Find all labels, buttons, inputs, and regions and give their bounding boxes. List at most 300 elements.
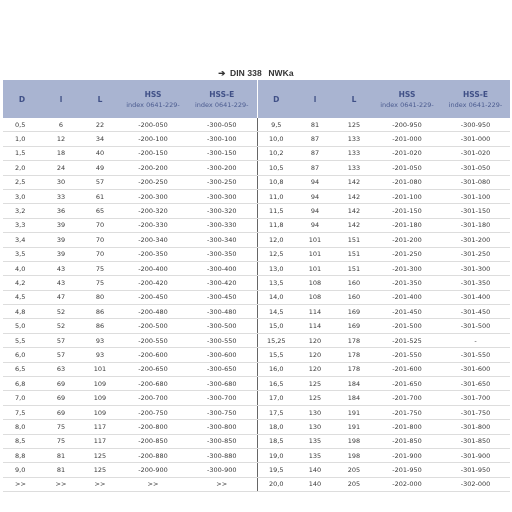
cell-hss-index: -201-200 — [373, 233, 441, 247]
cell-hsse-index: -300-680 — [187, 377, 257, 391]
cell-diameter: 12,0 — [257, 233, 295, 247]
cell-total-length: 169 — [335, 319, 373, 333]
cell-flute-length: 125 — [295, 391, 335, 405]
cell-hss-index: -200-480 — [119, 305, 187, 319]
table-row — [3, 189, 510, 203]
cell-flute-length: 52 — [41, 305, 81, 319]
cell-total-length: 40 — [81, 146, 119, 160]
cell-diameter: 7,5 — [3, 405, 41, 419]
cell-total-length: 93 — [81, 348, 119, 362]
cell-flute-length: 140 — [295, 477, 335, 491]
cell-hss-index: -200-420 — [119, 276, 187, 290]
cell-hss-index: -200-450 — [119, 290, 187, 304]
cell-hsse-index: -301-550 — [441, 348, 510, 362]
cell-hsse-index: -300-850 — [187, 434, 257, 448]
cell-hsse-index: -300-400 — [187, 261, 257, 275]
header-right-flute-length — [295, 80, 335, 118]
cell-diameter: 5,0 — [3, 319, 41, 333]
cell-hsse-index: -300-420 — [187, 276, 257, 290]
standard-label: DIN 338 — [229, 68, 262, 78]
table-row — [3, 448, 510, 462]
cell-diameter: 8,0 — [3, 420, 41, 434]
cell-hss-index: -200-330 — [119, 218, 187, 232]
cell-flute-length: 140 — [295, 463, 335, 477]
cell-hss-index: -201-150 — [373, 204, 441, 218]
table-row — [3, 333, 510, 347]
cell-total-length: 109 — [81, 405, 119, 419]
cell-flute-length: 57 — [41, 348, 81, 362]
table-row — [3, 348, 510, 362]
header-label: L — [351, 94, 357, 104]
cell-hsse-index: -300-320 — [187, 204, 257, 218]
cell-flute-length: 108 — [295, 276, 335, 290]
cell-total-length: 142 — [335, 204, 373, 218]
cell-hsse-index: -300-300 — [187, 189, 257, 203]
cell-diameter: 18,0 — [257, 420, 295, 434]
cell-flute-length: 120 — [295, 362, 335, 376]
cell-hss-index: -200-050 — [119, 118, 187, 132]
cell-diameter: 6,8 — [3, 377, 41, 391]
cell-flute-length: 75 — [41, 434, 81, 448]
cell-diameter: >> — [3, 477, 41, 491]
cell-total-length: 178 — [335, 333, 373, 347]
cell-hsse-index: -300-950 — [441, 118, 510, 132]
cell-total-length: 133 — [335, 132, 373, 146]
table-row — [3, 290, 510, 304]
cell-diameter: 20,0 — [257, 477, 295, 491]
cell-total-length: 70 — [81, 233, 119, 247]
cell-diameter: 4,2 — [3, 276, 41, 290]
table-row — [3, 218, 510, 232]
cell-flute-length: 108 — [295, 290, 335, 304]
cell-hss-index: -201-500 — [373, 319, 441, 333]
cell-diameter: 1,5 — [3, 146, 41, 160]
cell-flute-length: 120 — [295, 333, 335, 347]
cell-hsse-index: -300-250 — [187, 175, 257, 189]
cell-hss-index: -200-850 — [119, 434, 187, 448]
header-label: D — [273, 94, 280, 104]
cell-hsse-index: -301-900 — [441, 448, 510, 462]
table-row — [3, 463, 510, 477]
cell-total-length: 160 — [335, 290, 373, 304]
cell-total-length: 205 — [335, 477, 373, 491]
cell-hss-index: -201-600 — [373, 362, 441, 376]
cell-hss-index: -200-700 — [119, 391, 187, 405]
cell-hsse-index: -300-900 — [187, 463, 257, 477]
header-label: HSS — [398, 89, 416, 99]
cell-total-length: 75 — [81, 276, 119, 290]
cell-total-length: 198 — [335, 448, 373, 462]
cell-hss-index: -201-180 — [373, 218, 441, 232]
cell-diameter: 7,0 — [3, 391, 41, 405]
cell-hsse-index: -300-880 — [187, 448, 257, 462]
cell-total-length: 61 — [81, 189, 119, 203]
header-left-total-length — [81, 80, 119, 118]
cell-hss-index: -200-550 — [119, 333, 187, 347]
cell-hsse-index: -301-020 — [441, 146, 510, 160]
cell-diameter: 11,0 — [257, 189, 295, 203]
cell-diameter: 16,5 — [257, 377, 295, 391]
cell-diameter: 4,0 — [3, 261, 41, 275]
cell-total-length: 178 — [335, 362, 373, 376]
header-label: HSS-E — [463, 89, 488, 99]
cell-hsse-index: -301-450 — [441, 305, 510, 319]
page-title — [0, 68, 512, 79]
cell-diameter: 3,2 — [3, 204, 41, 218]
cell-total-length: 191 — [335, 405, 373, 419]
cell-total-length: 117 — [81, 434, 119, 448]
cell-flute-length: 94 — [295, 175, 335, 189]
cell-flute-length: 81 — [41, 448, 81, 462]
cell-hss-index: -201-750 — [373, 405, 441, 419]
cell-flute-length: 81 — [295, 118, 335, 132]
table-row — [3, 261, 510, 275]
table-row — [3, 405, 510, 419]
header-row — [3, 80, 510, 118]
cell-hsse-index: -301-400 — [441, 290, 510, 304]
table-row — [3, 247, 510, 261]
cell-diameter: 16,0 — [257, 362, 295, 376]
cell-hsse-index: -300-500 — [187, 319, 257, 333]
cell-total-length: 117 — [81, 420, 119, 434]
cell-total-length: 142 — [335, 218, 373, 232]
table-row — [3, 118, 510, 132]
cell-total-length: 75 — [81, 261, 119, 275]
cell-flute-length: 87 — [295, 132, 335, 146]
cell-total-length: 184 — [335, 377, 373, 391]
cell-hss-index: -201-900 — [373, 448, 441, 462]
cell-hss-index: -202-000 — [373, 477, 441, 491]
cell-diameter: 18,5 — [257, 434, 295, 448]
cell-hss-index: -200-680 — [119, 377, 187, 391]
cell-hsse-index: -301-300 — [441, 261, 510, 275]
cell-diameter: 8,5 — [3, 434, 41, 448]
cell-hsse-index: -300-350 — [187, 247, 257, 261]
cell-flute-length: 130 — [295, 405, 335, 419]
cell-hss-index: -200-400 — [119, 261, 187, 275]
cell-flute-length: 120 — [295, 348, 335, 362]
cell-total-length: 142 — [335, 175, 373, 189]
cell-hss-index: -201-950 — [373, 463, 441, 477]
cell-hss-index: -200-340 — [119, 233, 187, 247]
cell-diameter: 10,8 — [257, 175, 295, 189]
cell-diameter: 3,4 — [3, 233, 41, 247]
cell-total-length: 125 — [81, 463, 119, 477]
header-left-flute-length — [41, 80, 81, 118]
cell-hss-index: -201-650 — [373, 377, 441, 391]
drill-size-table — [3, 80, 510, 492]
arrow-right-icon: ➔ — [218, 68, 226, 78]
cell-total-length: 205 — [335, 463, 373, 477]
cell-total-length: 133 — [335, 146, 373, 160]
cell-total-length: 125 — [335, 118, 373, 132]
cell-flute-length: 94 — [295, 218, 335, 232]
cell-hsse-index: -301-700 — [441, 391, 510, 405]
cell-hsse-index: -300-700 — [187, 391, 257, 405]
cell-diameter: 10,2 — [257, 146, 295, 160]
table-row — [3, 233, 510, 247]
cell-diameter: 15,0 — [257, 319, 295, 333]
header-right-total-length — [335, 80, 373, 118]
header-label: D — [18, 94, 26, 104]
cell-flute-length: 24 — [41, 161, 81, 175]
cell-total-length: 57 — [81, 175, 119, 189]
header-index-label: index 0641-229- — [195, 100, 249, 109]
cell-diameter: 11,8 — [257, 218, 295, 232]
cell-diameter: 10,0 — [257, 132, 295, 146]
cell-hss-index: -200-650 — [119, 362, 187, 376]
cell-hss-index: >> — [119, 477, 187, 491]
cell-hsse-index: -300-550 — [187, 333, 257, 347]
cell-flute-length: 30 — [41, 175, 81, 189]
cell-total-length: 86 — [81, 305, 119, 319]
cell-flute-length: 135 — [295, 434, 335, 448]
cell-hsse-index: -301-250 — [441, 247, 510, 261]
cell-flute-length: 101 — [295, 247, 335, 261]
cell-hss-index: -200-750 — [119, 405, 187, 419]
cell-flute-length: 114 — [295, 305, 335, 319]
cell-total-length: 101 — [81, 362, 119, 376]
cell-hsse-index: -300-330 — [187, 218, 257, 232]
cell-flute-length: 12 — [41, 132, 81, 146]
cell-flute-length: 101 — [295, 261, 335, 275]
cell-diameter: 15,5 — [257, 348, 295, 362]
table-row — [3, 377, 510, 391]
header-left-hsse-index — [187, 80, 257, 118]
cell-hsse-index: -300-200 — [187, 161, 257, 175]
header-index-label: index 0641-229- — [448, 100, 503, 109]
table-row — [3, 477, 510, 491]
cell-diameter: 9,5 — [257, 118, 295, 132]
table-row — [3, 319, 510, 333]
cell-flute-length: 69 — [41, 377, 81, 391]
table-row — [3, 132, 510, 146]
cell-hss-index: -201-800 — [373, 420, 441, 434]
cell-hss-index: -201-450 — [373, 305, 441, 319]
cell-diameter: 2,0 — [3, 161, 41, 175]
cell-flute-length: 75 — [41, 420, 81, 434]
cell-diameter: 2,5 — [3, 175, 41, 189]
cell-flute-length: 52 — [41, 319, 81, 333]
cell-hss-index: -200-350 — [119, 247, 187, 261]
cell-total-length: 65 — [81, 204, 119, 218]
cell-flute-length: 47 — [41, 290, 81, 304]
cell-total-length: 142 — [335, 189, 373, 203]
cell-total-length: 86 — [81, 319, 119, 333]
cell-total-length: 93 — [81, 333, 119, 347]
cell-hsse-index: -300-600 — [187, 348, 257, 362]
cell-flute-length: 101 — [295, 233, 335, 247]
cell-flute-length: 39 — [41, 247, 81, 261]
cell-hss-index: -201-020 — [373, 146, 441, 160]
cell-hsse-index: -301-180 — [441, 218, 510, 232]
cell-flute-length: 6 — [41, 118, 81, 132]
cell-hsse-index: -301-100 — [441, 189, 510, 203]
cell-hss-index: -200-600 — [119, 348, 187, 362]
cell-total-length: 133 — [335, 161, 373, 175]
cell-flute-length: 33 — [41, 189, 81, 203]
cell-hss-index: -200-880 — [119, 448, 187, 462]
cell-flute-length: 36 — [41, 204, 81, 218]
cell-diameter: 4,5 — [3, 290, 41, 304]
header-left-hss-index — [119, 80, 187, 118]
cell-diameter: 17,5 — [257, 405, 295, 419]
cell-flute-length: 43 — [41, 276, 81, 290]
cell-diameter: 14,5 — [257, 305, 295, 319]
cell-diameter: 10,5 — [257, 161, 295, 175]
cell-hss-index: -201-400 — [373, 290, 441, 304]
cell-total-length: >> — [81, 477, 119, 491]
cell-total-length: 125 — [81, 448, 119, 462]
cell-diameter: 1,0 — [3, 132, 41, 146]
cell-flute-length: 18 — [41, 146, 81, 160]
header-left-diameter — [3, 80, 41, 118]
cell-hss-index: -200-500 — [119, 319, 187, 333]
cell-diameter: 15,25 — [257, 333, 295, 347]
cell-hsse-index: -300-650 — [187, 362, 257, 376]
cell-diameter: 19,5 — [257, 463, 295, 477]
cell-hss-index: -201-050 — [373, 161, 441, 175]
cell-hsse-index: -301-000 — [441, 132, 510, 146]
table-row — [3, 434, 510, 448]
cell-hss-index: -201-550 — [373, 348, 441, 362]
header-label: HSS — [144, 89, 162, 99]
cell-hsse-index: -300-750 — [187, 405, 257, 419]
cell-total-length: 49 — [81, 161, 119, 175]
cell-total-length: 169 — [335, 305, 373, 319]
cell-flute-length: 87 — [295, 161, 335, 175]
header-label: l — [59, 94, 63, 104]
cell-hsse-index: -300-340 — [187, 233, 257, 247]
table-row — [3, 161, 510, 175]
cell-hsse-index: -300-800 — [187, 420, 257, 434]
cell-hss-index: -201-250 — [373, 247, 441, 261]
cell-total-length: 151 — [335, 233, 373, 247]
cell-hss-index: -200-900 — [119, 463, 187, 477]
cell-diameter: 8,8 — [3, 448, 41, 462]
header-right-hsse-index — [441, 80, 510, 118]
cell-hsse-index: -300-150 — [187, 146, 257, 160]
cell-hss-index: -200-200 — [119, 161, 187, 175]
cell-diameter: 11,5 — [257, 204, 295, 218]
cell-hss-index: -200-300 — [119, 189, 187, 203]
header-right-diameter — [257, 80, 295, 118]
cell-diameter: 4,8 — [3, 305, 41, 319]
cell-hss-index: -200-100 — [119, 132, 187, 146]
cell-total-length: 184 — [335, 391, 373, 405]
cell-flute-length: 57 — [41, 333, 81, 347]
cell-flute-length: 114 — [295, 319, 335, 333]
cell-diameter: 19,0 — [257, 448, 295, 462]
cell-diameter: 3,3 — [3, 218, 41, 232]
header-index-label: index 0641-229- — [126, 100, 180, 109]
cell-flute-length: 81 — [41, 463, 81, 477]
cell-hss-index: -200-800 — [119, 420, 187, 434]
cell-diameter: 3,5 — [3, 247, 41, 261]
cell-diameter: 14,0 — [257, 290, 295, 304]
cell-diameter: 17,0 — [257, 391, 295, 405]
cell-hsse-index: -301-950 — [441, 463, 510, 477]
cell-hsse-index: -300-450 — [187, 290, 257, 304]
cell-hsse-index: -300-100 — [187, 132, 257, 146]
header-index-label: index 0641-229- — [380, 100, 434, 109]
cell-total-length: 151 — [335, 247, 373, 261]
cell-flute-length: 94 — [295, 204, 335, 218]
cell-hss-index: -201-350 — [373, 276, 441, 290]
cell-diameter: 13,0 — [257, 261, 295, 275]
cell-hsse-index: >> — [187, 477, 257, 491]
cell-flute-length: 87 — [295, 146, 335, 160]
cell-hss-index: -200-320 — [119, 204, 187, 218]
header-right-hss-index — [373, 80, 441, 118]
cell-flute-length: 43 — [41, 261, 81, 275]
cell-flute-length: 39 — [41, 218, 81, 232]
cell-diameter: 9,0 — [3, 463, 41, 477]
cell-hss-index: -200-250 — [119, 175, 187, 189]
cell-hss-index: -201-525 — [373, 333, 441, 347]
cell-flute-length: 94 — [295, 189, 335, 203]
type-label: NWKa — [268, 68, 294, 78]
table-row — [3, 276, 510, 290]
cell-total-length: 34 — [81, 132, 119, 146]
cell-hsse-index: -301-500 — [441, 319, 510, 333]
cell-flute-length: 63 — [41, 362, 81, 376]
cell-hsse-index: -301-750 — [441, 405, 510, 419]
cell-hss-index: -201-700 — [373, 391, 441, 405]
table-row — [3, 391, 510, 405]
cell-diameter: 6,5 — [3, 362, 41, 376]
cell-hss-index: -201-100 — [373, 189, 441, 203]
cell-hsse-index: -301-350 — [441, 276, 510, 290]
cell-total-length: 80 — [81, 290, 119, 304]
cell-hsse-index: - — [441, 333, 510, 347]
cell-diameter: 12,5 — [257, 247, 295, 261]
cell-hsse-index: -301-050 — [441, 161, 510, 175]
cell-hsse-index: -300-480 — [187, 305, 257, 319]
header-label: l — [313, 94, 317, 104]
cell-hsse-index: -301-850 — [441, 434, 510, 448]
cell-total-length: 191 — [335, 420, 373, 434]
cell-diameter: 6,0 — [3, 348, 41, 362]
cell-total-length: 151 — [335, 261, 373, 275]
header-label: HSS-E — [209, 89, 235, 99]
header-label: L — [97, 94, 103, 104]
table-row — [3, 146, 510, 160]
cell-flute-length: 69 — [41, 405, 81, 419]
cell-hss-index: -201-080 — [373, 175, 441, 189]
cell-diameter: 5,5 — [3, 333, 41, 347]
table-row — [3, 175, 510, 189]
table-row — [3, 362, 510, 376]
cell-flute-length: >> — [41, 477, 81, 491]
cell-hss-index: -201-000 — [373, 132, 441, 146]
cell-total-length: 70 — [81, 247, 119, 261]
cell-hss-index: -200-950 — [373, 118, 441, 132]
cell-hsse-index: -301-200 — [441, 233, 510, 247]
cell-hsse-index: -301-080 — [441, 175, 510, 189]
cell-total-length: 178 — [335, 348, 373, 362]
cell-diameter: 13,5 — [257, 276, 295, 290]
cell-hss-index: -201-300 — [373, 261, 441, 275]
cell-total-length: 22 — [81, 118, 119, 132]
cell-flute-length: 39 — [41, 233, 81, 247]
cell-hsse-index: -301-650 — [441, 377, 510, 391]
cell-diameter: 0,5 — [3, 118, 41, 132]
cell-flute-length: 135 — [295, 448, 335, 462]
cell-flute-length: 69 — [41, 391, 81, 405]
cell-hsse-index: -300-050 — [187, 118, 257, 132]
cell-total-length: 160 — [335, 276, 373, 290]
